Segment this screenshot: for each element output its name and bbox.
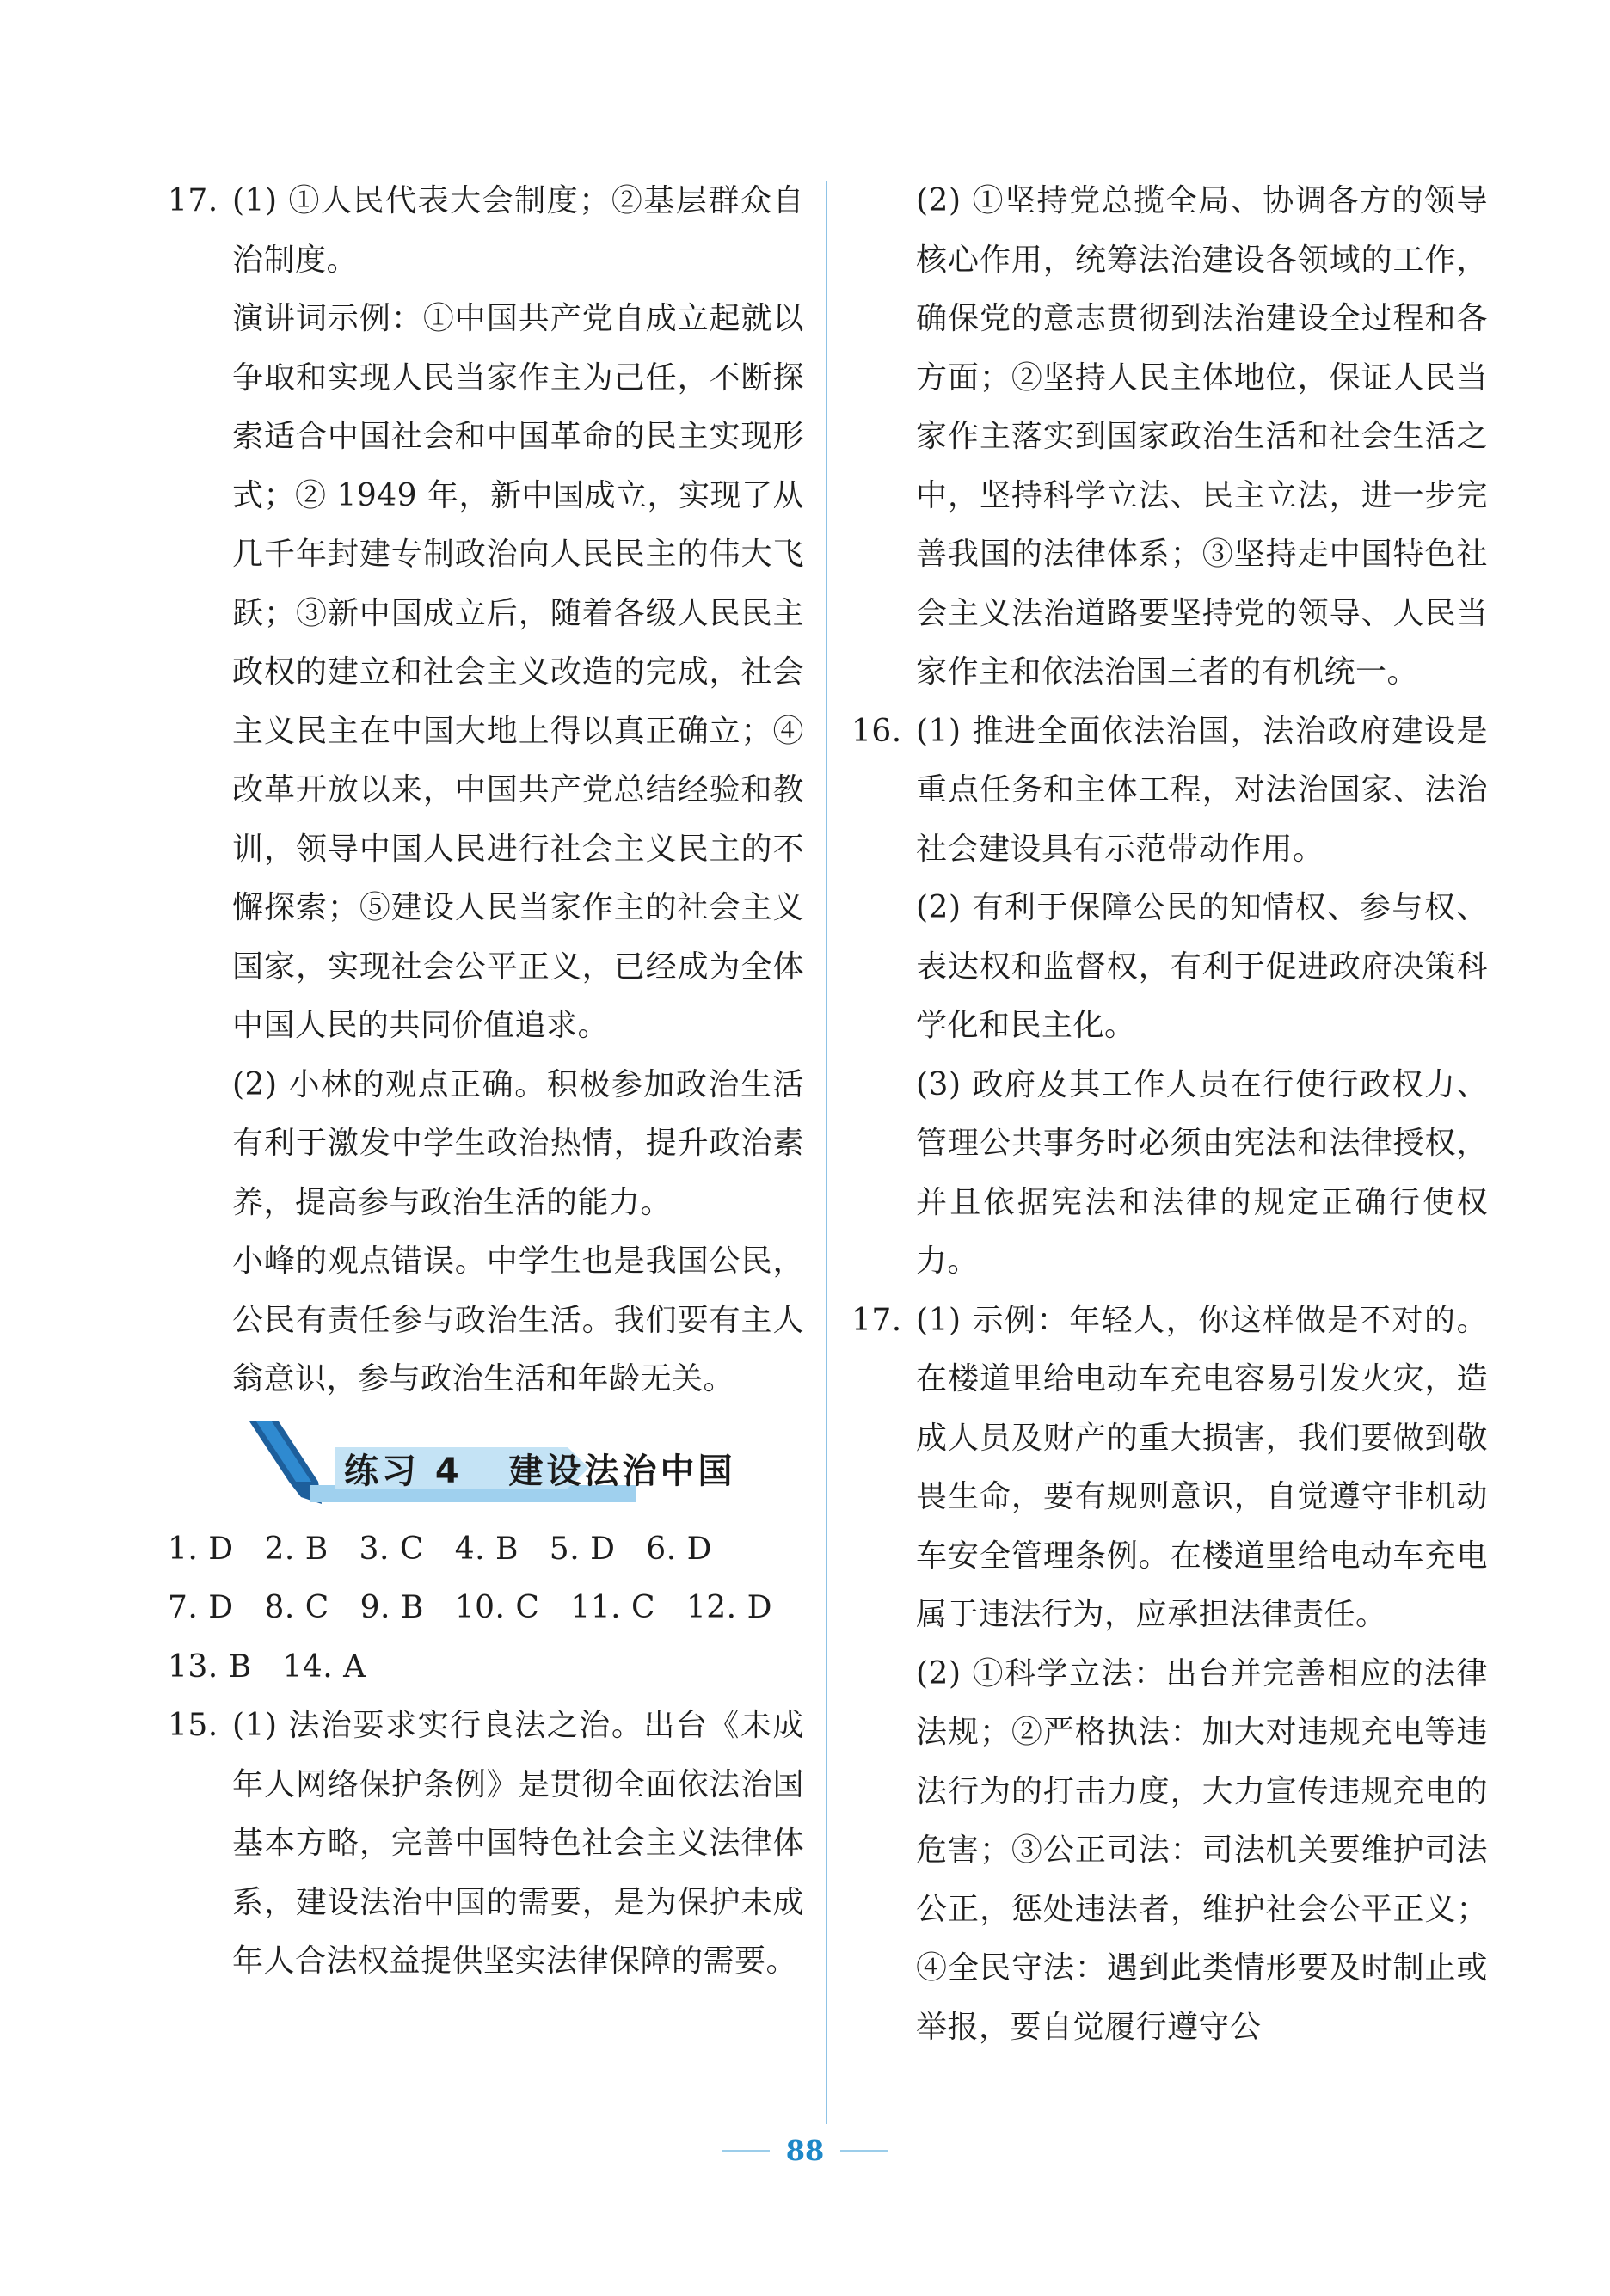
section-header bbox=[168, 1418, 804, 1517]
q15-part1-text: (1) 法治要求实行良法之治。出台《未成年人网络保护条例》是贯彻全面依法治国基本方略，完善中国特色社会主义法律体系，建设法治中国的需要，是为保护未成年人合法权益提供坚实法律保障的需要。 bbox=[232, 1708, 804, 1979]
answer-row: 7. D 8. C 9. B 10. C 11. C 12. D bbox=[168, 1590, 772, 1625]
q16-part3: (3) 政府及其工作人员在行使行政权力、管理公共事务时必须由宪法和法律授权，并且依据宪法和法律的规定正确行使权力。 bbox=[916, 1066, 1488, 1279]
q17-part1 bbox=[168, 172, 804, 290]
page-number-rule-right bbox=[840, 2150, 888, 2152]
q15-part1 bbox=[168, 1697, 804, 1992]
q16-part2: (2) 有利于保障公民的知情权、参与权、表达权和监督权，有利于促进政府决策科学化和民主化。 bbox=[916, 890, 1488, 1043]
answer-row: 1. D 2. B 3. C 4. B 5. D 6. D bbox=[168, 1531, 712, 1567]
page-number: 88 bbox=[785, 2134, 825, 2167]
q16-part1-text: (1) 推进全面依法治国，法治政府建设是重点任务和主体工程，对法治国家、法治社会建设具有示范带动作用。 bbox=[916, 713, 1488, 867]
q15-number: 15. bbox=[168, 1708, 218, 1743]
q17b-part1-text: (1) 示例：年轻人，你这样做是不对的。在楼道里给电动车充电容易引发火灾，造成人员及财产的重大损害，我们要做到敬畏生命，要有规则意识，自觉遵守非机动车安全管理条例。在楼道里给电动车充电属于违法行为，应承担法律责任。 bbox=[916, 1302, 1488, 1632]
q17b-number: 17. bbox=[851, 1302, 902, 1338]
q17-number: 17. bbox=[168, 183, 218, 218]
left-column bbox=[168, 172, 804, 1992]
q17-part1-text: (1) ①人民代表大会制度；②基层群众自治制度。 bbox=[232, 183, 804, 278]
q17-part2-a: (2) 小林的观点正确。积极参加政治生活有利于激发中学生政治热情，提升政治素养，提高参与政治生活的能力。 bbox=[232, 1066, 804, 1220]
q17b-part1 bbox=[851, 1292, 1488, 1645]
q17-speech: 演讲词示例：①中国共产党自成立起就以争取和实现人民当家作主为己任，不断探索适合中国社会和中国革命的民主实现形式；② 1949 年，新中国成立，实现了从几千年封建专制政治向人民民主的伟大飞跃；③新中国成立后，随着各级人民民主政权的建立和社会主义改造的完成，社会主义民主在中国大地上得以真正确立；④改革开放以来，中国共产党总结经验和教训，领导中国人民进行社会主义民主的不懈探索；⑤建设人民当家作主的社会主义国家，实现社会公平正义，已经成为全体中国人民的共同价值追求。 bbox=[232, 301, 805, 1043]
q16-number: 16. bbox=[851, 713, 902, 749]
answer-list bbox=[168, 1520, 804, 1697]
section-title: 练习 4 建设法治中国 bbox=[344, 1451, 736, 1491]
column-divider bbox=[826, 181, 827, 2124]
q16-part1 bbox=[851, 703, 1488, 880]
right-column bbox=[851, 172, 1488, 2057]
answer-row: 13. B 14. A bbox=[168, 1648, 366, 1685]
q17b-part2: (2) ①科学立法：出台并完善相应的法律法规；②严格执法：加大对违规充电等违法行为的打击力度，大力宣传违规充电的危害；③公正司法：司法机关要维护司法公正，惩处违法者，维护社会公平正义；④全民守法：遇到此类情形要及时制止或举报，要自觉履行遵守公 bbox=[916, 1655, 1488, 2045]
q15-part2: (2) ①坚持党总揽全局、协调各方的领导核心作用，统筹法治建设各领域的工作，确保党的意志贯彻到法治建设全过程和各方面；②坚持人民主体地位，保证人民当家作主落实到国家政治生活和社会生活之中，坚持科学立法、民主立法，进一步完善我国的法律体系；③坚持走中国特色社会主义法治道路要坚持党的领导、人民当家作主和依法治国三者的有机统一。 bbox=[916, 183, 1488, 690]
q17-part2-b: 小峰的观点错误。中学生也是我国公民，公民有责任参与政治生活。我们要有主人翁意识，参与政治生活和年龄无关。 bbox=[232, 1243, 804, 1397]
